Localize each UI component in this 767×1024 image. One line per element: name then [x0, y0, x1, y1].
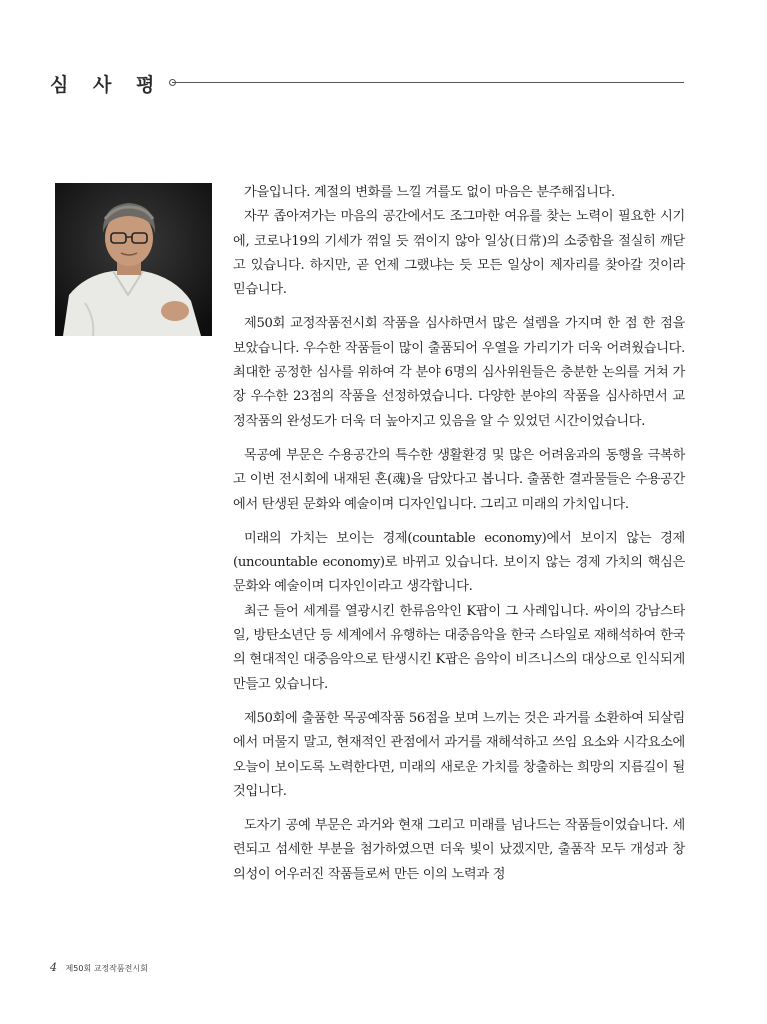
- paragraph: 제50회에 출품한 목공예작품 56점을 보며 느끼는 것은 과거를 소환하여 되살림에서 머물지 말고, 현재적인 관점에서 과거를 재해석하고 쓰임 요소와 시각요소에 오늘이 보이도록 노력한다면, 미래의 새로운 가치를 창출하는 희망의 지름길이 될 것입니다.: [233, 710, 685, 799]
- publication-name: 제50회 교정작품전시회: [65, 964, 148, 973]
- paragraph: 도자기 공예 부문은 과거와 현재 그리고 미래를 넘나드는 작품들이었습니다. 세련되고 섬세한 부분을 첨가하였으면 더욱 빛이 났겠지만, 출품작 모두 개성과 창의성이 어우러진 작품들로써 만든 이의 노력과 정: [233, 818, 685, 882]
- page-number: 4: [50, 961, 57, 974]
- portrait-photo: [55, 183, 212, 336]
- paragraph: 목공예 부문은 수용공간의 특수한 생활환경 및 많은 어려움과의 동행을 극복하고 이번 전시회에 내재된 혼(魂)을 담았다고 봅니다. 출품한 결과물들은 수용공간에서 탄생된 문화와 예술이며 디자인입니다. 그리고 미래의 가치입니다.: [233, 447, 685, 512]
- header-divider: [172, 82, 684, 83]
- paragraph: 가을입니다. 계절의 변화를 느낄 겨를도 없이 마음은 분주해집니다.: [244, 185, 615, 200]
- paragraph: 제50회 교정작품전시회 작품을 심사하면서 많은 설렘을 가지며 한 점 한 점을 보았습니다. 우수한 작품들이 많이 출품되어 우열을 가리기가 더욱 어려웠습니다. 최대한 공정한 심사를 위하여 각 분야 6명의 심사위원들은 충분한 논의를 거쳐 가장 우수한 23점의 작품을 선정하였습니다. 다양한 분야의 작품을 심사하면서 교정작품의 완성도가 더욱 더 높아지고 있음을 알 수 있었던 시간이었습니다.: [233, 316, 685, 429]
- page-footer: [50, 961, 148, 974]
- portrait-icon: [55, 183, 212, 336]
- page-title: 심 사 평: [50, 74, 164, 96]
- paragraph: 자꾸 좁아져가는 마음의 공간에서도 조그마한 여유를 찾는 노력이 필요한 시기에, 코로나19의 기세가 꺾일 듯 꺾이지 않아 일상(日常)의 소중함을 절실히 깨닫고 있습니다. 하지만, 곧 언제 그랬냐는 듯 모든 일상이 제자리를 찾아갈 것이라 믿습니다.: [233, 209, 685, 298]
- paragraph: 최근 들어 세계를 열광시킨 한류음악인 K팝이 그 사례입니다. 싸이의 강남스타일, 방탄소년단 등 세계에서 유행하는 대중음악을 한국 스타일로 재해석하여 한국의 현대적인 대중음악으로 탄생시킨 K팝은 음악이 비즈니스의 대상으로 인식되게 만들고 있습니다.: [233, 603, 685, 692]
- paragraph: 미래의 가치는 보이는 경제(countable economy)에서 보이지 않는 경제 (uncountable economy)로 바뀌고 있습니다. 보이지 않는 경제 가치의 핵심은 문화와 예술이며 디자인이라고 생각합니다.: [233, 530, 685, 595]
- review-body: [233, 181, 685, 897]
